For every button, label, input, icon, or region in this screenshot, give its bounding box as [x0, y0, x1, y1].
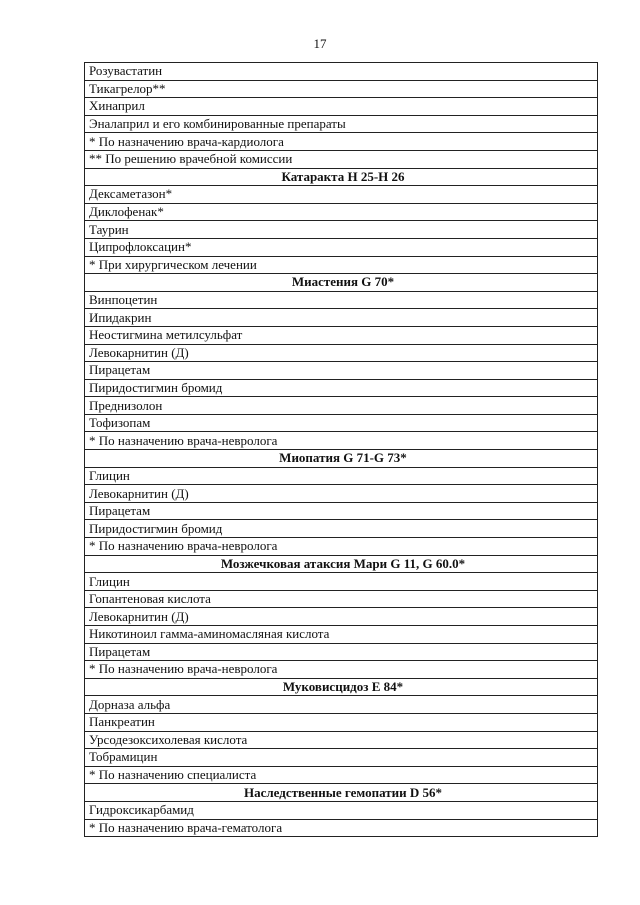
page-number: 17: [313, 36, 327, 51]
drug-name: Пирацетам: [85, 643, 598, 661]
drug-list-body: [85, 63, 598, 837]
drug-name: * По назначению специалиста: [85, 766, 598, 784]
drug-row: [85, 309, 598, 327]
drug-name: Глицин: [85, 467, 598, 485]
drug-row: [85, 115, 598, 133]
drug-row: [85, 291, 598, 309]
drug-row: [85, 538, 598, 556]
drug-row: [85, 643, 598, 661]
drug-list-table: [84, 62, 598, 837]
drug-name: Диклофенак*: [85, 203, 598, 221]
drug-row: [85, 696, 598, 714]
drug-row: [85, 379, 598, 397]
drug-row: [85, 256, 598, 274]
drug-row: [85, 203, 598, 221]
drug-row: [85, 362, 598, 380]
drug-row: [85, 573, 598, 591]
drug-row: [85, 749, 598, 767]
drug-name: * По назначению врача-невролога: [85, 538, 598, 556]
drug-name: Левокарнитин (Д): [85, 608, 598, 626]
drug-row: [85, 819, 598, 837]
drug-name: Тикагрелор**: [85, 80, 598, 98]
drug-name: Глицин: [85, 573, 598, 591]
drug-name: Таурин: [85, 221, 598, 239]
section-header-row: [85, 784, 598, 802]
drug-name: Пиридостигмин бромид: [85, 520, 598, 538]
drug-row: [85, 344, 598, 362]
section-header-row: [85, 168, 598, 186]
section-header-row: [85, 555, 598, 573]
drug-name: Гидроксикарбамид: [85, 801, 598, 819]
section-title: Мозжечковая атаксия Мари G 11, G 60.0*: [85, 555, 598, 573]
section-title: Миопатия G 71-G 73*: [85, 450, 598, 468]
drug-row: [85, 467, 598, 485]
drug-name: Пиридостигмин бромид: [85, 379, 598, 397]
drug-name: * По назначению врача-невролога: [85, 432, 598, 450]
drug-name: * По назначению врача-кардиолога: [85, 133, 598, 151]
drug-name: Дорназа альфа: [85, 696, 598, 714]
drug-name: * При хирургическом лечении: [85, 256, 598, 274]
drug-name: Левокарнитин (Д): [85, 344, 598, 362]
drug-name: Пирацетам: [85, 362, 598, 380]
drug-row: [85, 608, 598, 626]
drug-row: [85, 63, 598, 81]
drug-row: [85, 326, 598, 344]
drug-name: Никотиноил гамма-аминомасляная кислота: [85, 626, 598, 644]
drug-name: Преднизолон: [85, 397, 598, 415]
drug-row: [85, 221, 598, 239]
drug-name: Хинаприл: [85, 98, 598, 116]
drug-name: Эналаприл и его комбинированные препараты: [85, 115, 598, 133]
section-title: Муковисцидоз Е 84*: [85, 678, 598, 696]
drug-name: Розувастатин: [85, 63, 598, 81]
drug-row: [85, 432, 598, 450]
drug-row: [85, 731, 598, 749]
drug-row: [85, 626, 598, 644]
drug-name: Панкреатин: [85, 713, 598, 731]
drug-name: * По назначению врача-невролога: [85, 661, 598, 679]
section-title: Катаракта Н 25-Н 26: [85, 168, 598, 186]
drug-name: Ципрофлоксацин*: [85, 238, 598, 256]
drug-row: [85, 502, 598, 520]
drug-name: Гопантеновая кислота: [85, 590, 598, 608]
drug-row: [85, 133, 598, 151]
drug-row: [85, 80, 598, 98]
drug-name: Левокарнитин (Д): [85, 485, 598, 503]
drug-row: [85, 801, 598, 819]
drug-name: Винпоцетин: [85, 291, 598, 309]
drug-row: [85, 713, 598, 731]
drug-row: [85, 397, 598, 415]
drug-row: [85, 766, 598, 784]
drug-name: ** По решению врачебной комиссии: [85, 150, 598, 168]
drug-name: * По назначению врача-гематолога: [85, 819, 598, 837]
drug-row: [85, 520, 598, 538]
drug-name: Дексаметазон*: [85, 186, 598, 204]
drug-row: [85, 590, 598, 608]
drug-name: Ипидакрин: [85, 309, 598, 327]
drug-name: Урсодезоксихолевая кислота: [85, 731, 598, 749]
drug-name: Тофизопам: [85, 414, 598, 432]
section-header-row: [85, 450, 598, 468]
section-title: Миастения G 70*: [85, 274, 598, 292]
section-title: Наследственные гемопатии D 56*: [85, 784, 598, 802]
drug-row: [85, 414, 598, 432]
drug-row: [85, 98, 598, 116]
drug-row: [85, 661, 598, 679]
drug-name: Пирацетам: [85, 502, 598, 520]
drug-row: [85, 186, 598, 204]
drug-name: Неостигмина метилсульфат: [85, 326, 598, 344]
section-header-row: [85, 274, 598, 292]
section-header-row: [85, 678, 598, 696]
drug-row: [85, 485, 598, 503]
drug-name: Тобрамицин: [85, 749, 598, 767]
drug-row: [85, 150, 598, 168]
drug-row: [85, 238, 598, 256]
